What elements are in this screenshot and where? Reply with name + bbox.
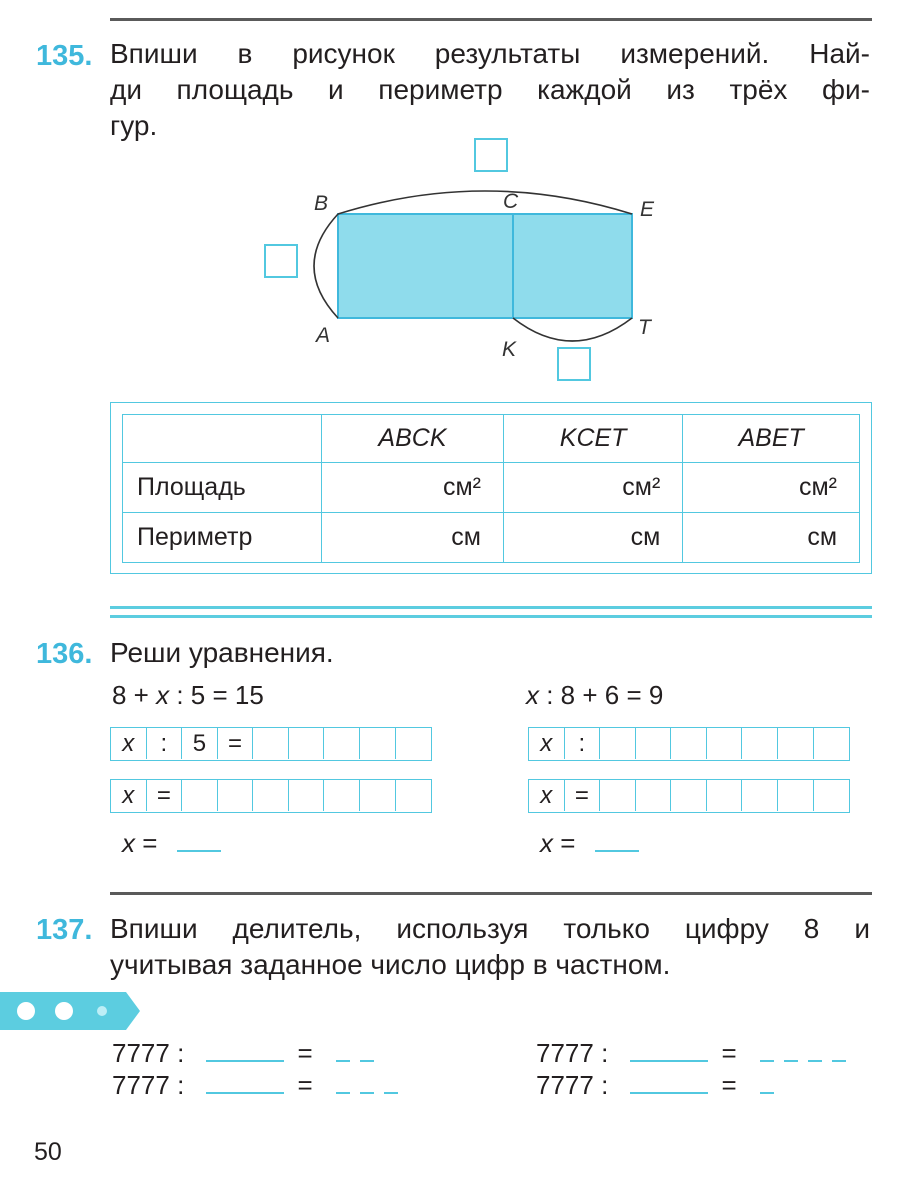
- task-137-line-2: учитывая заданное число цифр в частном.: [110, 949, 671, 980]
- header-kcet: KCET: [503, 415, 682, 463]
- equation-right: x : 8 + 6 = 9: [526, 680, 664, 710]
- table-corner: [123, 415, 322, 463]
- task-135-line-3: гур.: [110, 110, 158, 141]
- difficulty-ribbon: [0, 992, 140, 1030]
- division-row-2[interactable]: 7777 : =: [112, 1070, 398, 1101]
- label-k: K: [502, 338, 517, 361]
- division-row-4[interactable]: 7777 : =: [536, 1070, 774, 1101]
- task-136-text: Реши уравнения.: [110, 637, 334, 668]
- label-b: B: [314, 192, 329, 215]
- difficulty-dot-1: [17, 1002, 35, 1020]
- measure-box-bottom[interactable]: [557, 347, 591, 381]
- arc-top: [338, 191, 632, 214]
- results-table: [122, 414, 860, 563]
- arc-bottom: [513, 318, 632, 341]
- perimeter-abet-cell[interactable]: см: [683, 513, 860, 563]
- measure-box-top[interactable]: [474, 138, 508, 172]
- equation-left: 8 + x : 5 = 15: [112, 680, 264, 710]
- measure-box-left[interactable]: [264, 244, 298, 278]
- difficulty-dot-2: [55, 1002, 73, 1020]
- row-label-area: Площадь: [123, 463, 322, 513]
- task-135-line-2: ди площадь и периметр каждой из трёх фи-: [110, 74, 870, 105]
- rectangle-abck: [338, 214, 513, 318]
- solution-grid-right-1[interactable]: x :: [528, 727, 850, 761]
- division-row-3[interactable]: 7777 : =: [536, 1038, 846, 1069]
- difficulty-dot-3: [97, 1006, 107, 1016]
- rectangle-kcet: [513, 214, 632, 318]
- divider-137: [110, 892, 872, 895]
- task-135-number: 135.: [36, 40, 93, 72]
- row-label-perimeter: Периметр: [123, 513, 322, 563]
- division-row-1[interactable]: 7777 : =: [112, 1038, 374, 1069]
- solution-grid-right-2[interactable]: x =: [528, 779, 850, 813]
- task-137-line-1: Впиши делитель, используя только цифру 8 и: [110, 913, 870, 944]
- header-abck: ABCK: [322, 415, 504, 463]
- label-t: T: [638, 316, 651, 339]
- header-abet: ABET: [683, 415, 860, 463]
- rectangles-figure: [0, 0, 900, 400]
- area-abck-cell[interactable]: см²: [322, 463, 504, 513]
- task-137-number: 137.: [36, 914, 93, 946]
- label-e: E: [640, 198, 655, 221]
- perimeter-kcet-cell[interactable]: см: [503, 513, 682, 563]
- blue-divider-1: [110, 606, 872, 609]
- solution-grid-left-1[interactable]: x : 5 =: [110, 727, 432, 761]
- answer-left[interactable]: x =: [122, 828, 221, 859]
- label-a: A: [316, 324, 331, 347]
- arc-left: [314, 214, 338, 318]
- area-kcet-cell[interactable]: см²: [503, 463, 682, 513]
- perimeter-abck-cell[interactable]: см: [322, 513, 504, 563]
- area-abet-cell[interactable]: см²: [683, 463, 860, 513]
- solution-grid-left-2[interactable]: x =: [110, 779, 432, 813]
- label-c: C: [503, 190, 519, 213]
- page-number: 50: [34, 1138, 62, 1166]
- answer-right[interactable]: x =: [540, 828, 639, 859]
- task-135-line-1: Впиши в рисунок результаты измерений. Най-: [110, 38, 870, 69]
- blue-divider-2: [110, 615, 872, 618]
- task-136-number: 136.: [36, 638, 93, 670]
